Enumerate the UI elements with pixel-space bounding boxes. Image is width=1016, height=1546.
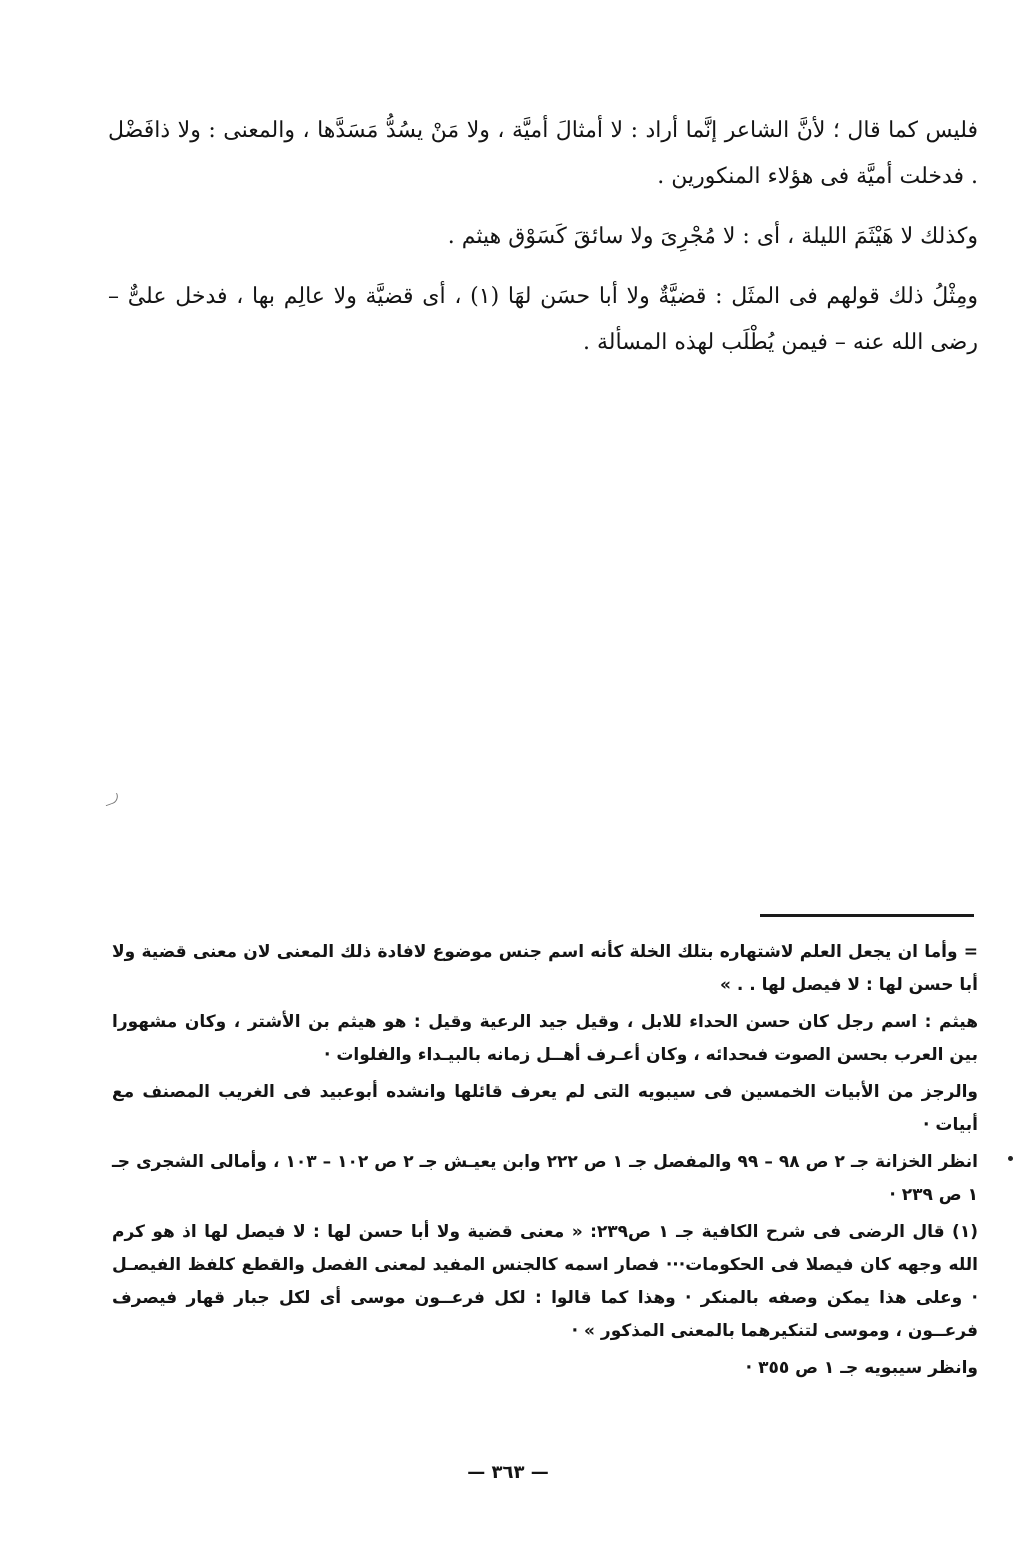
footnote-rajaz: والرجز من الأبيات الخمسين فى سيبويه التى لم يعرف قائلها وانشده أبوعبيد فى الغريب المصنف مع أبيات · — [112, 1082, 978, 1135]
footnote-1-radi: (١) قال الرضى فى شرح الكافية جـ ١ ص٢٣٩: « معنى قضية ولا أبا حسن لها : لا فيصل لها اذ هو كرم الله وجهه كان فيصلا فى الحكومات··· فصار اسمه كالجنس المفيد لمعنى الفصل والقطع كلفظ الفيصـل · وعلى هذا يمكن وصفه بالمنكر · وهذا كما قالوا : لكل فرعــون موسى أى لكل جبار قهار فيصرف فرعــون ، وموسى لتنكيرهما بالمعنى المذكور » · — [112, 1222, 978, 1341]
footnote-sibawayh-ref: وانظر سيبويه جـ ١ ص ٣٥٥ · — [745, 1358, 978, 1378]
main-paragraph-3: ومِثْلُ ذلك قولهم فى المثَل : قضيَّةٌ ولا أبا حسَن لهَا (١) ، أى قضيَّة ولا عالِم بها ، فدخل علىٌّ – رضى الله عنه – فيمن يُطْلَب لهذه المسألة . — [108, 284, 978, 355]
footnote-separator-rule — [760, 914, 974, 917]
footnote-continuation: = وأما ان يجعل العلم لاشتهاره بتلك الخلة كأنه اسم جنس موضوع لافادة ذلك المعنى لان معنى قضية ولا أبا حسن لها : لا فيصل لها . . » — [112, 942, 978, 995]
footnotes-block — [112, 936, 978, 1389]
page-number: — ٣٦٣ — — [467, 1462, 549, 1483]
margin-mark — [103, 793, 120, 807]
main-paragraph-2: وكذلك لا هَيْثَمَ الليلة ، أى : لا مُجْرِىَ ولا سائقَ كَسَوْق هيثم . — [447, 224, 978, 249]
footnote-haytham: هيثم : اسم رجل كان حسن الحداء للابل ، وقيل جيد الرعية وقيل : هو هيثم بن الأشتر ، وكان مشهورا بين العرب بحسن الصوت فىحدائه ، وكان أعـرف أهــل زمانه بالبيـداء والفلوات · — [112, 1012, 978, 1065]
main-text-block — [108, 108, 978, 380]
margin-dot — [1008, 1156, 1013, 1161]
footnote-references: انظر الخزانة جـ ٢ ص ٩٨ – ٩٩ والمفصل جـ ١ ص ٢٢٢ وابن يعيـش جـ ٢ ص ١٠٢ – ١٠٣ ، وأمالى الشجرى جـ ١ ص ٢٣٩ · — [112, 1152, 978, 1205]
main-paragraph-1: فليس كما قال ؛ لأنَّ الشاعر إنَّما أراد : لا أمثالَ أميَّة ، ولا مَنْ يسُدُّ مَسَدَّها ، والمعنى : ولا ذافَضْل . فدخلت أميَّة فى هؤلاء المنكورين . — [108, 118, 978, 189]
